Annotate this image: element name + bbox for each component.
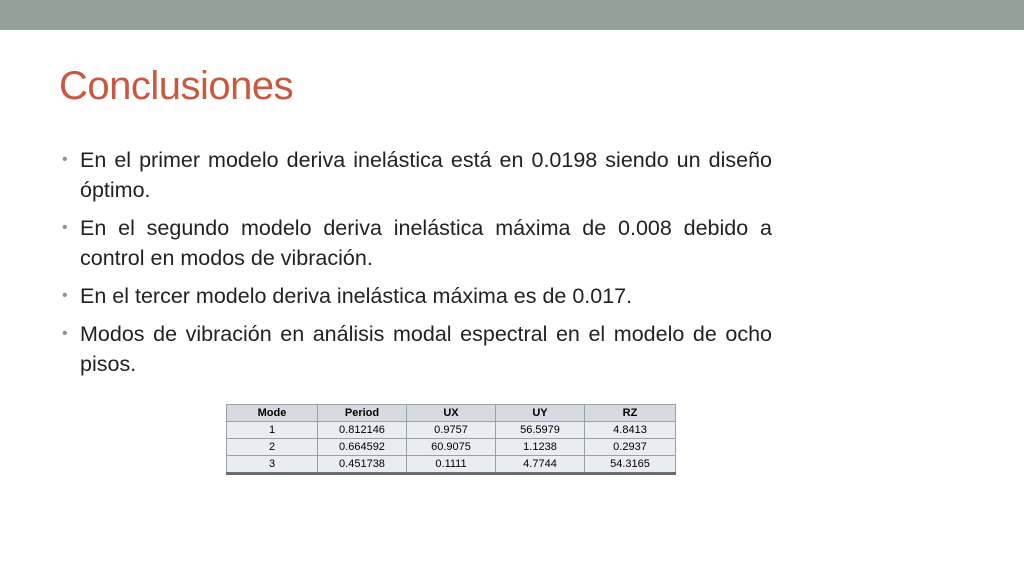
header-rz: RZ: [585, 405, 676, 422]
header-ux: UX: [407, 405, 496, 422]
header-period: Period: [318, 405, 407, 422]
cell-ux: 0.9757: [407, 422, 496, 439]
bullet-text: Modos de vibración en análisis modal espectral en el modelo de ocho pisos.: [80, 322, 772, 376]
bullet-marker: •: [62, 219, 68, 236]
cell-period: 0.812146: [318, 422, 407, 439]
bullet-item: [60, 319, 772, 379]
table-header-row: [227, 405, 676, 422]
cell-period: 0.451738: [318, 456, 407, 474]
cell-uy: 1.1238: [496, 439, 585, 456]
header-mode: Mode: [227, 405, 318, 422]
cell-mode: 1: [227, 422, 318, 439]
cell-uy: 56.5979: [496, 422, 585, 439]
bullet-item: [60, 213, 772, 273]
cell-rz: 4.8413: [585, 422, 676, 439]
cell-rz: 0.2937: [585, 439, 676, 456]
cell-uy: 4.7744: [496, 456, 585, 474]
cell-mode: 2: [227, 439, 318, 456]
table-row: [227, 439, 676, 456]
bullet-text: En el segundo modelo deriva inelástica máxima de 0.008 debido a control en modos de vibración.: [80, 216, 772, 270]
top-accent-bar: [0, 0, 1024, 30]
bullet-text: En el primer modelo deriva inelástica está en 0.0198 siendo un diseño óptimo.: [80, 148, 772, 202]
cell-rz: 54.3165: [585, 456, 676, 474]
bullet-item: [60, 145, 772, 205]
slide-title: Conclusiones: [59, 64, 294, 108]
bullet-list: [60, 145, 772, 387]
bullet-marker: •: [62, 287, 68, 304]
bullet-text: En el tercer modelo deriva inelástica máxima es de 0.017.: [80, 284, 633, 308]
cell-mode: 3: [227, 456, 318, 474]
modal-results-table: [226, 404, 676, 475]
cell-ux: 60.9075: [407, 439, 496, 456]
table-row: [227, 422, 676, 439]
bullet-marker: •: [62, 325, 68, 342]
cell-period: 0.664592: [318, 439, 407, 456]
bullet-item: [60, 281, 772, 311]
header-uy: UY: [496, 405, 585, 422]
bullet-marker: •: [62, 151, 68, 168]
table-row: [227, 456, 676, 474]
cell-ux: 0.1111: [407, 456, 496, 474]
